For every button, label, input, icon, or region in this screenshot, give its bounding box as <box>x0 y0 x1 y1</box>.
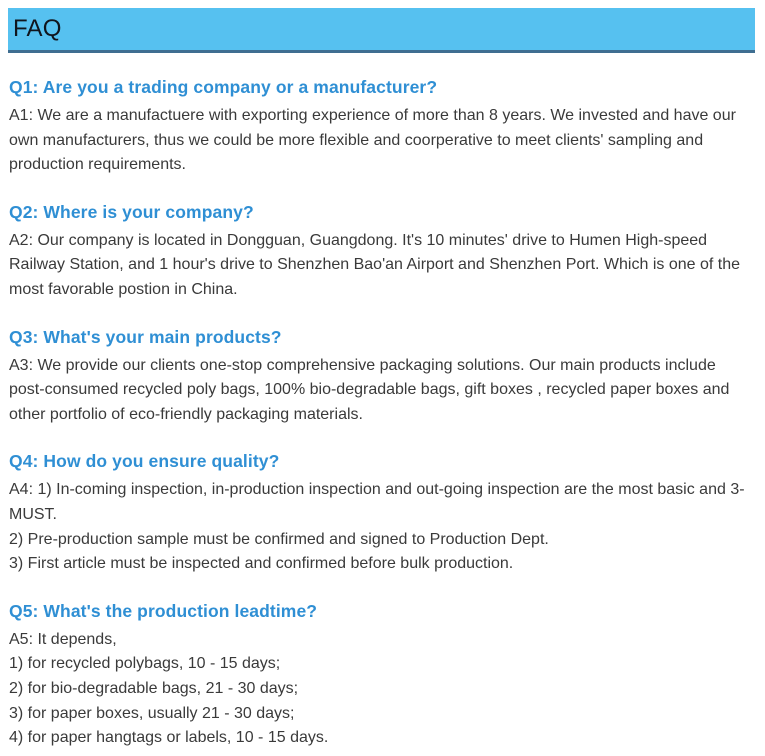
faq-answer <box>9 104 755 178</box>
faq-answer-line: A2: Our company is located in Dongguan, Guangdong. It's 10 minutes' drive to Humen High-speed Railway Station, and 1 hour's drive to Shenzhen Bao'an Airport and Shenzhen Port. Which is one of the most favorable postion in China. <box>9 231 740 298</box>
faq-answer-line: A3: We provide our clients one-stop comprehensive packaging solutions. Our main products include post-consumed recycled poly bags, 100% bio-degradable bags, gift boxes , recycled paper boxes and other portfolio of eco-friendly packaging materials. <box>9 356 730 423</box>
faq-answer-line: 2) Pre-production sample must be confirmed and signed to Production Dept. <box>9 530 549 548</box>
faq-page <box>0 8 765 756</box>
faq-answer-line: 3) for paper boxes, usually 21 - 30 days; <box>9 704 295 722</box>
faq-section-header <box>8 8 755 53</box>
faq-item <box>9 202 755 303</box>
faq-question: Q2: Where is your company? <box>9 201 254 222</box>
faq-item <box>9 601 755 751</box>
faq-question: Q5: What's the production leadtime? <box>9 600 318 621</box>
faq-answer-line: A4: 1) In-coming inspection, in-production inspection and out-going inspection are the most basic and 3-MUST. <box>9 481 745 523</box>
page-title: FAQ <box>13 15 62 42</box>
faq-item <box>9 327 755 428</box>
faq-item <box>9 77 755 178</box>
faq-answer <box>9 628 755 751</box>
faq-answer-line: 2) for bio-degradable bags, 21 - 30 days; <box>9 679 299 697</box>
faq-answer-line: 4) for paper hangtags or labels, 10 - 15 days. <box>9 729 329 747</box>
faq-question: Q3: What's your main products? <box>9 326 282 347</box>
faq-question: Q1: Are you a trading company or a manufacturer? <box>9 77 438 97</box>
faq-answer-line: A1: We are a manufactuere with exporting experience of more than 8 years. We invested and have our own manufacturers, thus we could be more flexible and coorperative to meet clients' sampling and production requirements. <box>9 107 736 174</box>
faq-answer <box>9 478 755 576</box>
faq-item <box>9 451 755 576</box>
faq-question: Q4: How do you ensure quality? <box>9 451 280 472</box>
faq-answer-line: 1) for recycled polybags, 10 - 15 days; <box>9 655 281 673</box>
faq-answer-line: A5: It depends, <box>9 630 117 648</box>
faq-answer-line: 3) First article must be inspected and confirmed before bulk production. <box>9 555 514 573</box>
faq-list <box>0 53 765 751</box>
faq-answer <box>9 229 755 303</box>
faq-answer <box>9 354 755 428</box>
